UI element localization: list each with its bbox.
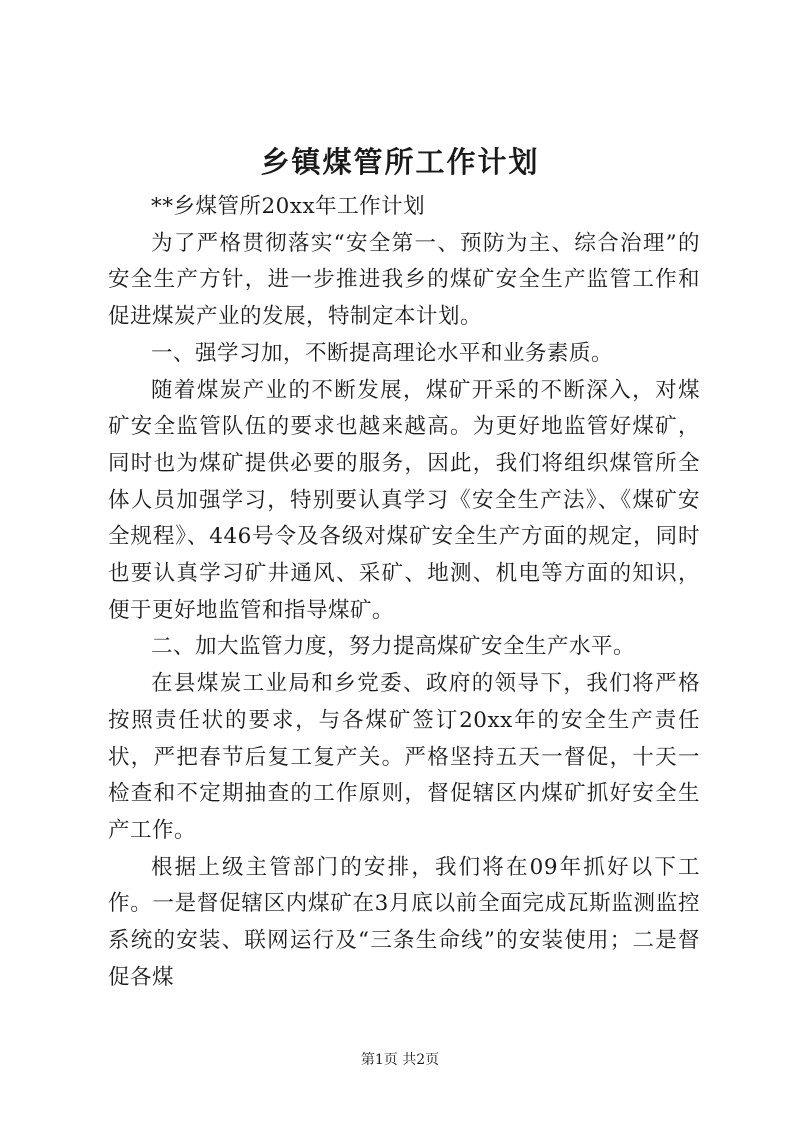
section-2-paragraph-continued: 根据上级主管部门的安排，我们将在09年抓好以下工作。一是督促辖区内煤矿在3月底以前全面完成瓦斯监测监控系统的安装、联网运行及“三条生命线”的安装使用；二是督促各煤 bbox=[108, 854, 700, 990]
page-number-footer: 第1页 共2页 bbox=[360, 1052, 440, 1068]
document-title: 乡镇煤管所工作计划 bbox=[260, 145, 540, 179]
subtitle-paragraph: **乡煤管所20xx年工作计划 bbox=[151, 194, 426, 219]
section-heading-2: 二、加大监管力度，努力提高煤矿安全生产水平。 bbox=[151, 634, 636, 660]
document-body bbox=[108, 189, 700, 996]
section-1-paragraph: 随着煤炭产业的不断发展，煤矿开采的不断深入，对煤矿安全监管队伍的要求也越来越高。为更好地监管好煤矿，同时也为煤矿提供必要的服务，因此，我们将组织煤管所全体人员加强学习，特别要认真学习《安全生产法》、《煤矿安全规程》、446号令及各级对煤矿安全生产方面的规定，同时也要认真学习矿井通风、采矿、地测、机电等方面的知识，便于更好地监管和指导煤矿。 bbox=[108, 377, 700, 623]
section-heading-1: 一、强学习加，不断提高理论水平和业务素质。 bbox=[151, 340, 614, 366]
intro-paragraph: 为了严格贯彻落实“安全第一、预防为主、综合治理”的安全生产方针，进一步推进我乡的煤矿安全生产监管工作和促进煤炭产业的发展，特制定本计划。 bbox=[108, 230, 700, 330]
section-2-paragraph: 在县煤炭工业局和乡党委、政府的领导下，我们将严格按照责任状的要求，与各煤矿签订20xx年的安全生产责任状，严把春节后复工复产关。严格坚持五天一督促，十天一检查和不定期抽查的工作原则，督促辖区内煤矿抓好安全生产工作。 bbox=[108, 671, 700, 843]
